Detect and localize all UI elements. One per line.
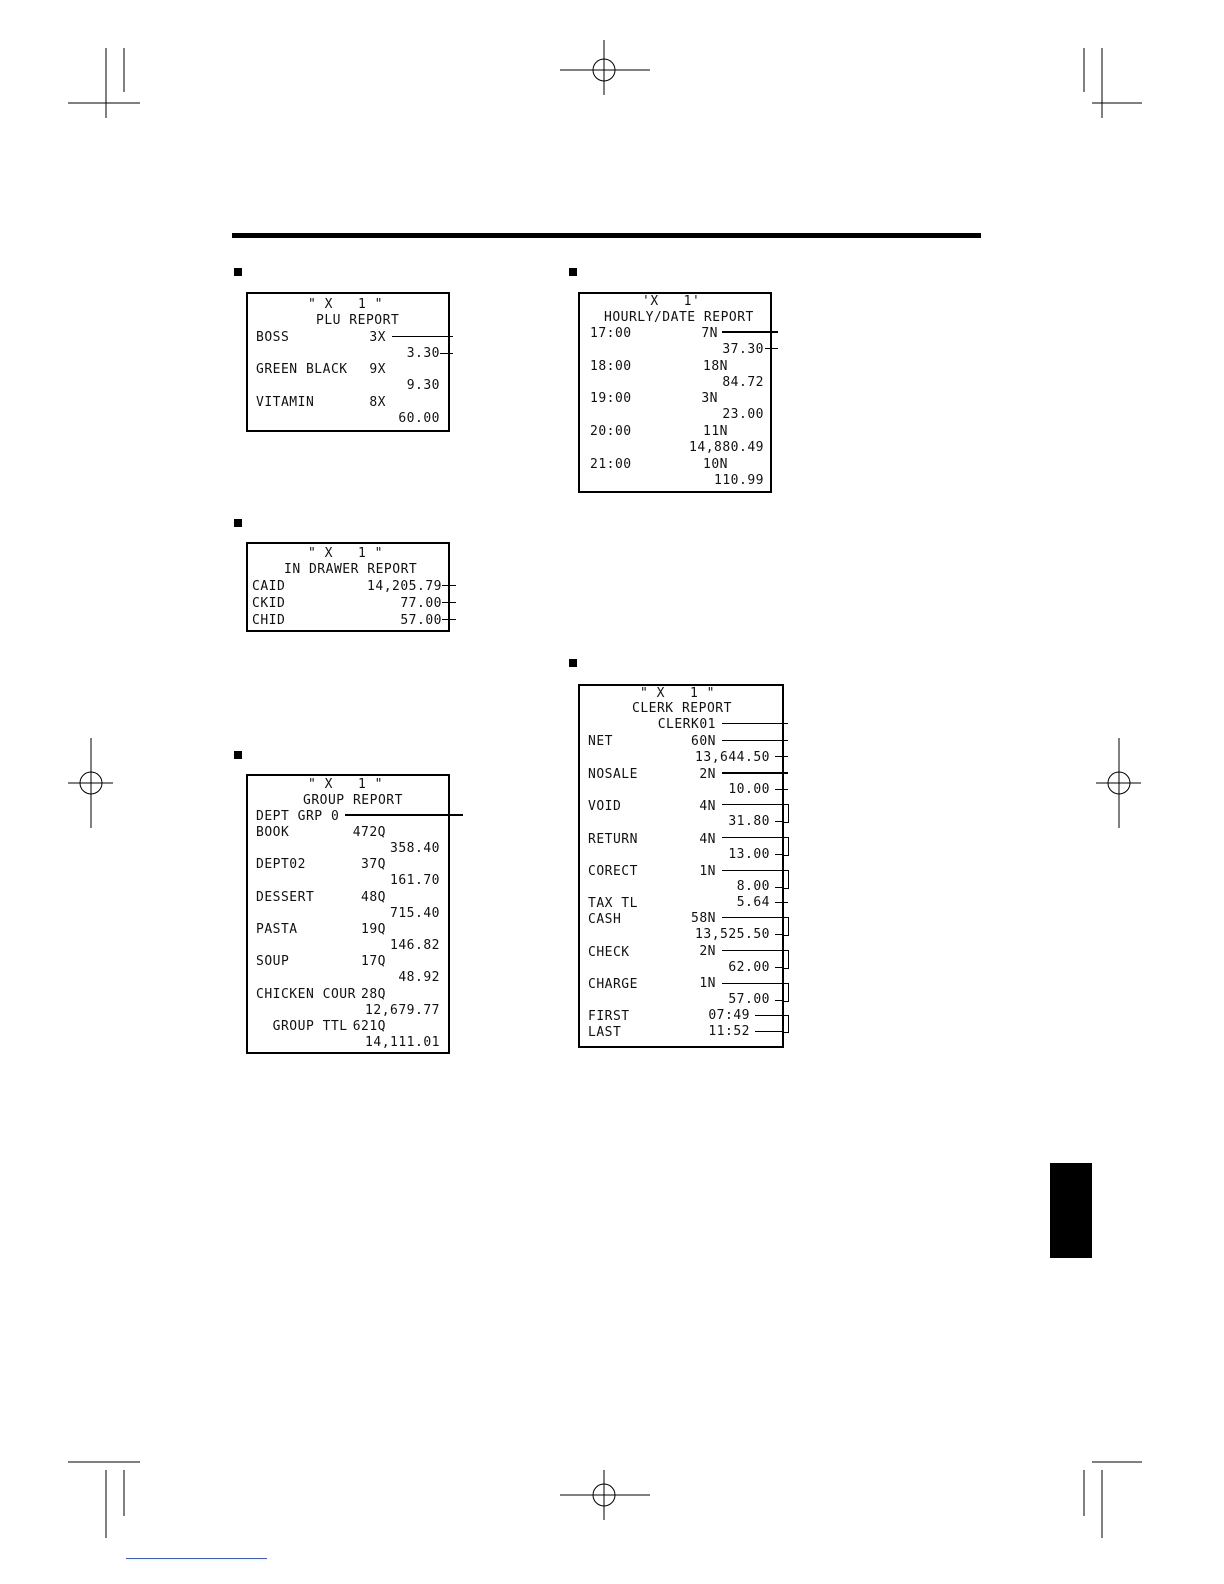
receipt-header: " X 1 " (308, 297, 383, 312)
line-label: SOUP (256, 954, 290, 969)
callout-line (722, 804, 784, 805)
line-value: 110.99 (714, 473, 764, 488)
line-value: 14,205.79 (367, 579, 442, 594)
line-label: CAID (252, 579, 286, 594)
line-value: 2N (699, 944, 716, 959)
line-value: 621Q (352, 1019, 386, 1034)
section-bullet-clerk (569, 659, 577, 667)
line-label: VITAMIN (256, 395, 315, 410)
line-value: 472Q (352, 825, 386, 840)
line-label: BOOK (256, 825, 290, 840)
line-value: 48.92 (398, 970, 440, 985)
line-value: 146.82 (390, 938, 440, 953)
line-value: 715.40 (390, 906, 440, 921)
line-value: 57.00 (400, 613, 442, 628)
line-value: 37.30 (722, 342, 764, 357)
line-label: LAST (588, 1025, 622, 1040)
line-value: 161.70 (390, 873, 440, 888)
line-label: 17:00 (590, 326, 632, 341)
callout-line (722, 331, 778, 333)
callout-line (345, 814, 463, 816)
line-value: 12,679.77 (365, 1003, 440, 1018)
line-value: 358.40 (390, 841, 440, 856)
line-value: 17Q (361, 954, 386, 969)
line-label: 21:00 (590, 457, 632, 472)
callout-line (775, 902, 788, 903)
callout-line (775, 887, 784, 888)
callout-bracket (784, 983, 789, 1002)
line-label: GROUP TTL (256, 1019, 348, 1034)
line-value: 37Q (361, 857, 386, 872)
callout-line (775, 854, 784, 855)
in-drawer-report-receipt (246, 542, 450, 632)
line-value: 9.30 (406, 378, 440, 393)
group-report-receipt (246, 774, 450, 1054)
line-value: 77.00 (400, 596, 442, 611)
callout-line (722, 983, 784, 984)
receipt-header: " X 1 " (308, 777, 383, 792)
callout-line (755, 1031, 784, 1032)
section-bullet-hourly (569, 268, 577, 276)
line-label: CHECK (588, 945, 630, 960)
callout-line (765, 348, 778, 349)
plu-report-receipt (246, 292, 450, 432)
callout-line (722, 723, 788, 724)
line-label: NOSALE (588, 767, 638, 782)
line-label: DEPT02 (256, 857, 306, 872)
line-value: 18N (703, 359, 728, 374)
footer-underline (126, 1558, 267, 1559)
line-label: GREEN BLACK (256, 362, 348, 377)
line-label: DEPT GRP 0 (256, 809, 340, 824)
line-value: 58N (691, 911, 716, 926)
line-value: 3X (369, 330, 386, 345)
line-label: TAX TL (588, 896, 638, 911)
line-value: 3N (701, 391, 718, 406)
line-label: 18:00 (590, 359, 632, 374)
callout-line (722, 950, 784, 951)
receipt-header: " X 1 " (640, 686, 715, 701)
receipt-title: HOURLY/DATE REPORT (604, 310, 754, 325)
chapter-tab (1050, 1163, 1092, 1258)
line-value: 4N (699, 799, 716, 814)
line-value: 1N (699, 976, 716, 991)
callout-line (722, 870, 784, 871)
callout-bracket (784, 870, 789, 889)
line-label: PASTA (256, 922, 298, 937)
receipt-header: " X 1 " (308, 546, 383, 561)
callout-line (775, 756, 788, 757)
line-value: 62.00 (728, 960, 770, 975)
callout-line (722, 740, 788, 741)
clerk-report-receipt (578, 684, 784, 1048)
line-value: 57.00 (728, 992, 770, 1007)
line-label: 20:00 (590, 424, 632, 439)
section-bullet-plu (234, 268, 242, 276)
callout-line (775, 789, 788, 790)
hourly-date-report-receipt (578, 292, 772, 493)
line-value: 3.30 (406, 346, 440, 361)
receipt-header: 'X 1' (642, 294, 701, 309)
line-label: CASH (588, 912, 622, 927)
header-rule (232, 233, 981, 238)
receipt-title: IN DRAWER REPORT (284, 562, 418, 577)
callout-bracket (784, 917, 789, 936)
line-label: CHARGE (588, 977, 638, 992)
line-value: 7N (701, 326, 718, 341)
section-bullet-drawer (234, 519, 242, 527)
callout-line (722, 772, 788, 774)
line-value: 9X (369, 362, 386, 377)
callout-line (775, 821, 784, 822)
callout-line (442, 585, 456, 586)
callout-line (442, 619, 456, 620)
line-label: 19:00 (590, 391, 632, 406)
line-value: 48Q (361, 890, 386, 905)
section-bullet-group (234, 751, 242, 759)
line-value: 10.00 (728, 782, 770, 797)
receipt-title: GROUP REPORT (303, 793, 403, 808)
line-label: FIRST (588, 1009, 630, 1024)
line-label: VOID (588, 799, 622, 814)
line-value: 10N (703, 457, 728, 472)
callout-bracket (784, 950, 789, 969)
line-value: 84.72 (722, 375, 764, 390)
line-value: 60.00 (398, 411, 440, 426)
receipt-title: PLU REPORT (316, 313, 400, 328)
line-value: 13.00 (728, 847, 770, 862)
receipt-title: CLERK REPORT (632, 701, 732, 716)
line-value: 19Q (361, 922, 386, 937)
line-value: 14,111.01 (365, 1035, 440, 1050)
callout-line (755, 1015, 784, 1016)
line-value: 13,644.50 (695, 750, 770, 765)
line-value: 5.64 (736, 895, 770, 910)
line-value: 8X (369, 395, 386, 410)
line-value: 31.80 (728, 814, 770, 829)
callout-bracket (784, 837, 789, 856)
line-value: 23.00 (722, 407, 764, 422)
line-value: 2N (699, 767, 716, 782)
line-value: 4N (699, 832, 716, 847)
line-value: 11:52 (708, 1024, 750, 1039)
callout-bracket (784, 1015, 789, 1033)
callout-line (442, 602, 456, 603)
line-label: BOSS (256, 330, 290, 345)
line-label: CORECT (588, 864, 638, 879)
callout-line (440, 353, 453, 354)
callout-line (722, 917, 784, 918)
line-label: CHID (252, 613, 286, 628)
line-value: 1N (699, 864, 716, 879)
line-value: 8.00 (736, 879, 770, 894)
line-value: 28Q (361, 987, 386, 1002)
callout-line (775, 967, 784, 968)
line-value: 14,880.49 (689, 440, 764, 455)
callout-line (722, 837, 784, 838)
line-value: 07:49 (708, 1008, 750, 1023)
line-value: 13,525.50 (695, 927, 770, 942)
callout-line (775, 934, 784, 935)
line-label: DESSERT (256, 890, 315, 905)
line-value: 11N (703, 424, 728, 439)
line-label: RETURN (588, 832, 638, 847)
callout-line (775, 1000, 784, 1001)
callout-bracket (784, 804, 789, 823)
callout-line (392, 336, 453, 337)
line-label: CKID (252, 596, 286, 611)
clerk-code: CLERK01 (657, 717, 716, 732)
line-value: 60N (691, 734, 716, 749)
line-label: CHICKEN COUR (256, 987, 356, 1002)
line-label: NET (588, 734, 613, 749)
